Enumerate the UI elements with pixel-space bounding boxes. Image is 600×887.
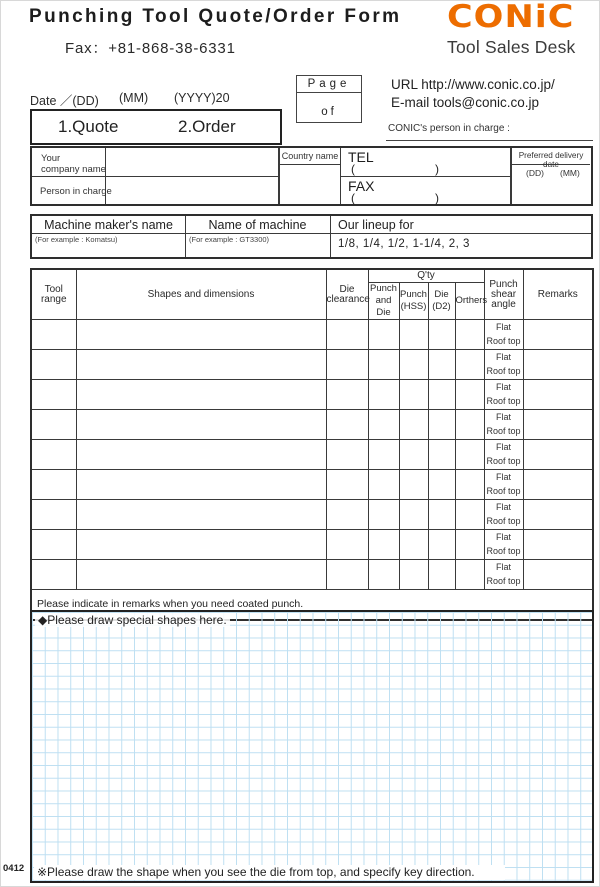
cell-qty-others[interactable] (455, 320, 484, 350)
cell-shear-angle[interactable] (484, 560, 523, 590)
machine-name-label: Name of machine (208, 218, 307, 232)
cell-qty-punch-hss[interactable] (399, 320, 428, 350)
cell-qty-others[interactable] (455, 380, 484, 410)
cell-qty-others[interactable] (455, 410, 484, 440)
cell-qty-punch-hss[interactable] (399, 470, 428, 500)
cell-qty-die-d2[interactable] (428, 410, 455, 440)
cell-tool-range[interactable] (31, 470, 76, 500)
url-line: URL http://www.conic.co.jp/ (391, 77, 555, 92)
cell-shapes[interactable] (76, 320, 326, 350)
divider (330, 216, 331, 257)
page-title: Punching Tool Quote/Order Form (29, 6, 402, 27)
cell-qty-die-d2[interactable] (428, 320, 455, 350)
customer-info-table (30, 146, 593, 206)
cell-qty-punch-and-die[interactable] (368, 350, 399, 380)
fax-paren-close: ) (435, 191, 439, 205)
cell-remarks[interactable] (523, 380, 593, 410)
company-name-label-line1: Your (41, 153, 61, 164)
cell-tool-range[interactable] (31, 350, 76, 380)
cell-remarks[interactable] (523, 530, 593, 560)
shear-option-flat[interactable]: Flat (496, 322, 512, 333)
cell-tool-range[interactable] (31, 320, 76, 350)
cell-shapes[interactable] (76, 470, 326, 500)
shear-option-rooftop[interactable]: Roof top (486, 425, 521, 436)
shear-option-rooftop[interactable]: Roof top (486, 365, 521, 376)
tel-paren-close: ) (435, 162, 439, 176)
die-clearance-label: Die clearance (326, 283, 370, 305)
page-box (296, 75, 362, 123)
cell-shapes[interactable] (76, 380, 326, 410)
punch-and-die-label: Punch and Die (370, 283, 397, 318)
cell-qty-punch-hss[interactable] (399, 530, 428, 560)
order-table-body (31, 320, 593, 590)
draw-die-note: ※Please draw the shape when you see the die from top, and specify key direction. (34, 865, 505, 880)
cell-shapes[interactable] (76, 410, 326, 440)
col-header-die-clearance (326, 269, 368, 320)
divider (32, 233, 591, 234)
punch-hss-label: Punch (HSS) (400, 289, 427, 312)
die-d2-label: Die (D2) (432, 289, 451, 312)
cell-die-clearance[interactable] (326, 380, 368, 410)
cell-tool-range[interactable] (31, 440, 76, 470)
shear-option-rooftop[interactable]: Roof top (486, 395, 521, 406)
cell-qty-die-d2[interactable] (428, 350, 455, 380)
shear-option-rooftop[interactable]: Roof top (486, 485, 521, 496)
coated-note: Please indicate in remarks when you need coated punch. (31, 590, 593, 620)
fax-paren-open: ( (351, 191, 355, 205)
order-table-row (31, 440, 593, 470)
cell-remarks[interactable] (523, 560, 593, 590)
remarks-label: Remarks (537, 288, 578, 300)
order-table-row (31, 560, 593, 590)
cell-qty-punch-and-die[interactable] (368, 380, 399, 410)
of-label: of (321, 106, 337, 118)
shear-angle-label: Punch shear angle (489, 278, 518, 310)
cell-die-clearance[interactable] (326, 440, 368, 470)
lineup-label: Our lineup for (338, 218, 414, 232)
cell-qty-die-d2[interactable] (428, 560, 455, 590)
company-name-label-line2: company name (41, 164, 106, 176)
col-header-punch-hss (399, 283, 428, 320)
tel-input[interactable] (351, 162, 439, 176)
cell-shear-angle[interactable] (484, 380, 523, 410)
cell-qty-die-d2[interactable] (428, 380, 455, 410)
option-order[interactable]: 2.Order (178, 117, 236, 136)
cell-qty-punch-and-die[interactable] (368, 530, 399, 560)
cell-qty-punch-and-die[interactable] (368, 410, 399, 440)
company-name-input[interactable] (107, 149, 277, 175)
cell-qty-punch-and-die[interactable] (368, 560, 399, 590)
shear-option-flat[interactable]: Flat (496, 442, 512, 453)
cell-remarks[interactable] (523, 320, 593, 350)
cell-shapes[interactable] (76, 500, 326, 530)
col-header-tool-range (31, 269, 76, 320)
tel-label: TEL (348, 149, 374, 165)
company-name-label (41, 153, 106, 176)
machine-name-input[interactable] (189, 242, 327, 256)
shear-option-rooftop[interactable]: Roof top (486, 455, 521, 466)
draw-special-note: ◆Please draw special shapes here. (35, 613, 230, 627)
delivery-dd-label: (DD) (526, 168, 544, 178)
shear-option-flat[interactable]: Flat (496, 382, 512, 393)
person-in-charge-label: Person in charge (40, 186, 112, 197)
divider (340, 176, 510, 177)
shear-option-rooftop[interactable]: Roof top (486, 545, 521, 556)
cell-qty-punch-and-die[interactable] (368, 320, 399, 350)
cell-die-clearance[interactable] (326, 560, 368, 590)
order-table-row (31, 530, 593, 560)
date-year-label: (YYYY)20 (174, 91, 230, 105)
order-type-box (30, 109, 282, 145)
cell-qty-others[interactable] (455, 530, 484, 560)
cell-remarks[interactable] (523, 440, 593, 470)
cell-tool-range[interactable] (31, 560, 76, 590)
fax-number: Fax：+81-868-38-6331 (65, 40, 236, 57)
lineup-value: 1/8, 1/4, 1/2, 1-1/4, 2, 3 (338, 238, 470, 250)
cell-qty-others[interactable] (455, 560, 484, 590)
header-row-qty (31, 269, 593, 283)
tool-range-label: Tool range (40, 283, 67, 305)
shear-option-flat[interactable]: Flat (496, 562, 512, 573)
cell-shear-angle[interactable] (484, 410, 523, 440)
cell-qty-die-d2[interactable] (428, 500, 455, 530)
order-table (30, 268, 594, 621)
cell-shear-angle[interactable] (484, 320, 523, 350)
cell-qty-punch-hss[interactable] (399, 380, 428, 410)
email-line: E-mail tools@conic.co.jp (391, 95, 540, 110)
cell-tool-range[interactable] (31, 530, 76, 560)
page-of-input-cell[interactable] (297, 93, 361, 121)
delivery-date-input[interactable] (512, 178, 590, 203)
machine-maker-example: (For example : Komatsu) (35, 235, 118, 244)
shear-option-rooftop[interactable]: Roof top (486, 515, 521, 526)
cell-qty-punch-hss[interactable] (399, 500, 428, 530)
col-header-die-d2 (428, 283, 455, 320)
conic-logo-text: CONiC (447, 0, 575, 36)
cell-die-clearance[interactable] (326, 500, 368, 530)
order-table-header (31, 269, 593, 320)
machine-maker-label: Machine maker's name (44, 218, 173, 232)
person-in-charge-input[interactable] (107, 177, 277, 203)
date-month-label: (MM) (119, 91, 149, 105)
cell-shear-angle[interactable] (484, 530, 523, 560)
fax-input[interactable] (351, 191, 439, 205)
cell-qty-others[interactable] (455, 440, 484, 470)
col-header-punch-and-die (368, 283, 399, 320)
cell-qty-punch-and-die[interactable] (368, 470, 399, 500)
country-name-input[interactable] (280, 165, 340, 203)
col-header-qty (368, 269, 484, 283)
drawing-grid-area[interactable] (30, 610, 594, 883)
col-header-remarks (523, 269, 593, 320)
cell-die-clearance[interactable] (326, 350, 368, 380)
conic-person-in-charge-field[interactable]: CONIC's person in charge : (386, 123, 593, 141)
cell-shear-angle[interactable] (484, 350, 523, 380)
order-table-row (31, 500, 593, 530)
order-table-row (31, 410, 593, 440)
page-label: Page (297, 76, 361, 93)
shear-option-flat[interactable]: Flat (496, 352, 512, 363)
cell-shapes[interactable] (76, 440, 326, 470)
cell-shear-angle[interactable] (484, 470, 523, 500)
machine-maker-input[interactable] (35, 242, 182, 256)
order-table-row (31, 380, 593, 410)
cell-die-clearance[interactable] (326, 410, 368, 440)
cell-qty-others[interactable] (455, 470, 484, 500)
others-label: Orthers (455, 295, 488, 307)
cell-shear-angle[interactable] (484, 500, 523, 530)
cell-shapes[interactable] (76, 530, 326, 560)
cell-qty-punch-and-die[interactable] (368, 440, 399, 470)
conic-logo-subtitle: Tool Sales Desk (447, 37, 576, 57)
cell-qty-die-d2[interactable] (428, 440, 455, 470)
shear-option-rooftop[interactable]: Roof top (486, 575, 521, 586)
cell-remarks[interactable] (523, 410, 593, 440)
cell-qty-punch-and-die[interactable] (368, 500, 399, 530)
fax-label: FAX (348, 178, 375, 194)
option-quote[interactable]: 1.Quote (58, 117, 119, 136)
cell-qty-punch-hss[interactable] (399, 440, 428, 470)
cell-tool-range[interactable] (31, 500, 76, 530)
cell-remarks[interactable] (523, 500, 593, 530)
machine-name-example: (For example : GT3300) (189, 235, 270, 244)
qty-label: Q'ty (417, 270, 435, 281)
cell-qty-others[interactable] (455, 500, 484, 530)
date-day-label: Date ／(DD) (30, 94, 99, 108)
order-table-row (31, 320, 593, 350)
col-header-shear-angle (484, 269, 523, 320)
cell-qty-die-d2[interactable] (428, 530, 455, 560)
conic-logo (447, 2, 597, 58)
cell-qty-die-d2[interactable] (428, 470, 455, 500)
shear-option-flat[interactable]: Flat (496, 472, 512, 483)
shapes-label: Shapes and dimensions (147, 288, 255, 300)
delivery-date-label: Preferred delivery date (518, 151, 584, 169)
cell-die-clearance[interactable] (326, 530, 368, 560)
cell-shear-angle[interactable] (484, 440, 523, 470)
shear-option-flat[interactable]: Flat (496, 502, 512, 513)
cell-qty-punch-hss[interactable] (399, 410, 428, 440)
cell-shapes[interactable] (76, 560, 326, 590)
cell-qty-punch-hss[interactable] (399, 350, 428, 380)
cell-tool-range[interactable] (31, 410, 76, 440)
cell-remarks[interactable] (523, 470, 593, 500)
cell-remarks[interactable] (523, 350, 593, 380)
tel-paren-open: ( (351, 162, 355, 176)
cell-tool-range[interactable] (31, 380, 76, 410)
cell-die-clearance[interactable] (326, 320, 368, 350)
shear-option-flat[interactable]: Flat (496, 532, 512, 543)
shear-option-rooftop[interactable]: Roof top (486, 335, 521, 346)
col-header-shapes (76, 269, 326, 320)
col-header-others (455, 283, 488, 320)
order-table-row (31, 470, 593, 500)
shear-option-flat[interactable]: Flat (496, 412, 512, 423)
order-table-row (31, 350, 593, 380)
form-code: 0412 (3, 863, 25, 874)
cell-qty-punch-hss[interactable] (399, 560, 428, 590)
country-name-label: Country name (281, 151, 339, 161)
delivery-mm-label: (MM) (560, 168, 580, 178)
machine-info-table (30, 214, 593, 259)
cell-shapes[interactable] (76, 350, 326, 380)
cell-die-clearance[interactable] (326, 470, 368, 500)
cell-qty-others[interactable] (455, 350, 484, 380)
